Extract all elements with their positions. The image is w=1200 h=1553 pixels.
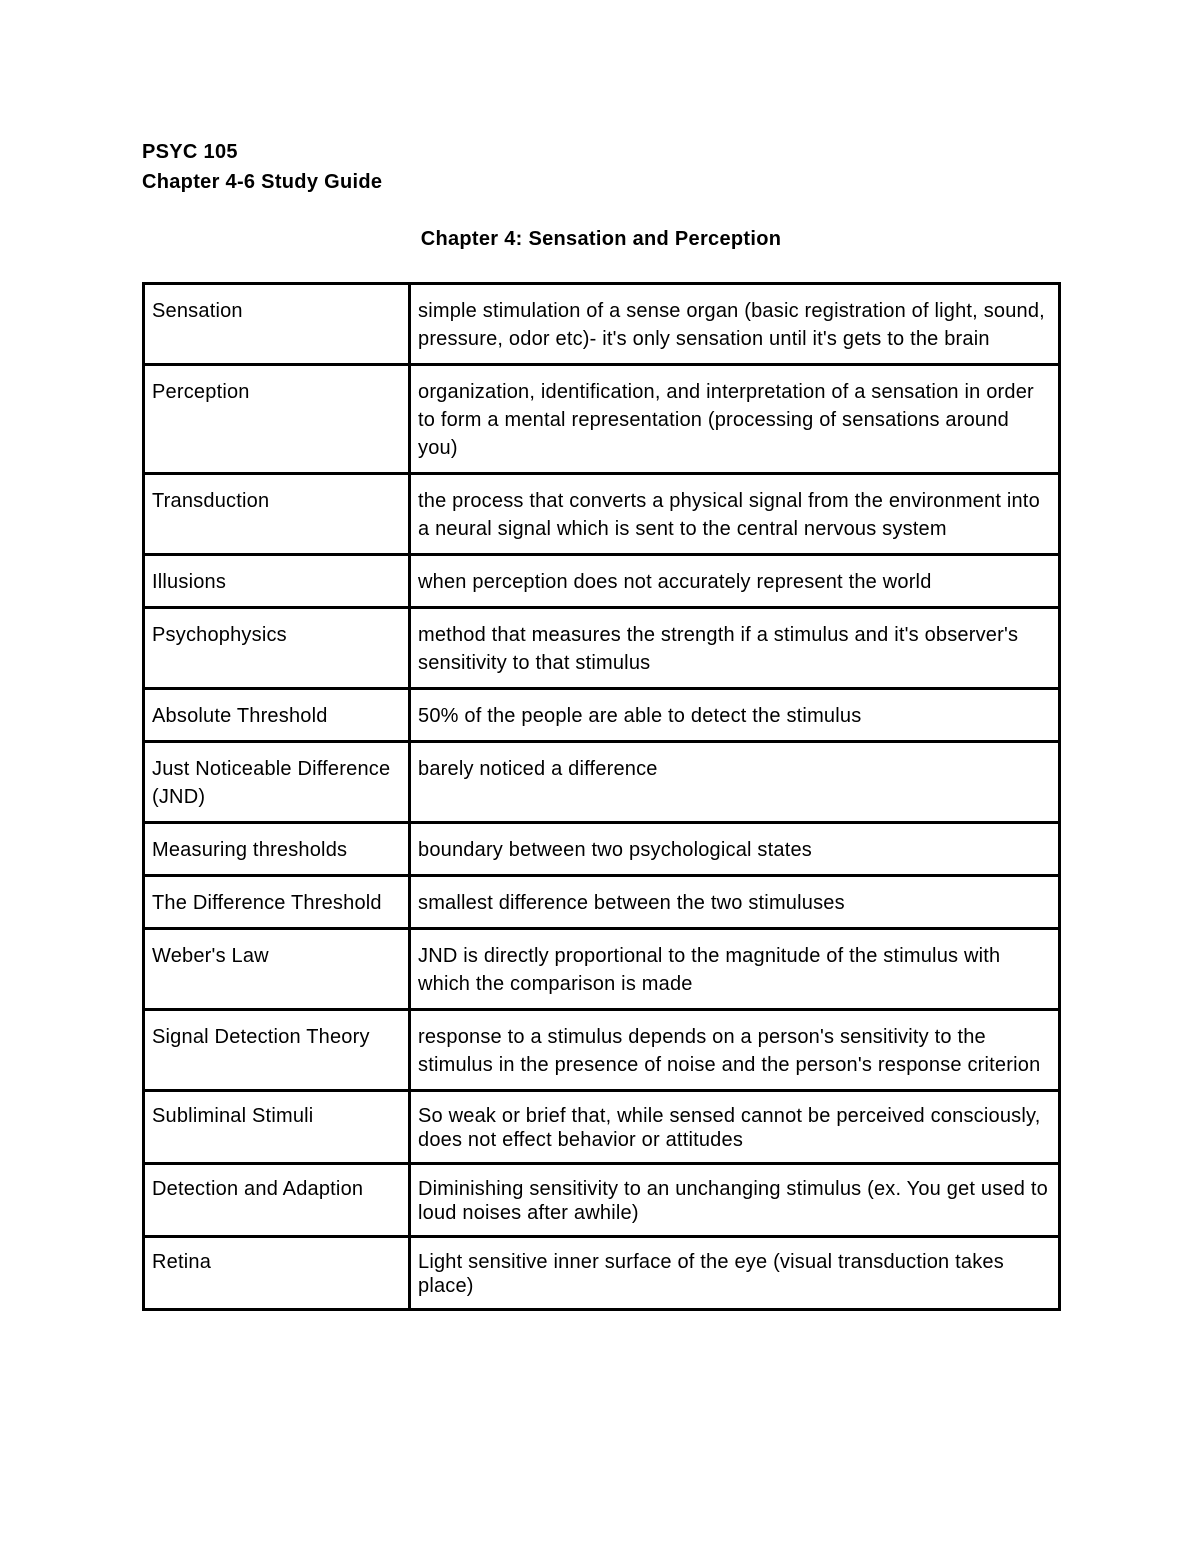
- glossary-table: [142, 282, 1061, 1311]
- definition-cell: boundary between two psychological states: [410, 823, 1060, 876]
- course-code: PSYC 105: [142, 141, 238, 163]
- table-row: [144, 1237, 1060, 1310]
- table-row: [144, 1010, 1060, 1091]
- definition-cell: the process that converts a physical signal from the environment into a neural signal which is sent to the central nervous system: [410, 474, 1060, 555]
- term-cell: Retina: [144, 1237, 410, 1310]
- term-cell: The Difference Threshold: [144, 876, 410, 929]
- table-row: [144, 284, 1060, 365]
- definition-cell: method that measures the strength if a stimulus and it's observer's sensitivity to that stimulus: [410, 608, 1060, 689]
- term-cell: Illusions: [144, 555, 410, 608]
- term-cell: Subliminal Stimuli: [144, 1091, 410, 1164]
- guide-title: Chapter 4-6 Study Guide: [142, 171, 383, 193]
- definition-cell: Diminishing sensitivity to an unchanging stimulus (ex. You get used to loud noises after awhile): [410, 1164, 1060, 1237]
- term-cell: Weber's Law: [144, 929, 410, 1010]
- term-cell: Psychophysics: [144, 608, 410, 689]
- table-row: [144, 1091, 1060, 1164]
- definition-cell: JND is directly proportional to the magnitude of the stimulus with which the comparison is made: [410, 929, 1060, 1010]
- definition-cell: response to a stimulus depends on a person's sensitivity to the stimulus in the presence of noise and the person's response criterion: [410, 1010, 1060, 1091]
- chapter-heading: Chapter 4: Sensation and Perception: [420, 228, 782, 250]
- table-row: [144, 929, 1060, 1010]
- definition-cell: smallest difference between the two stimuluses: [410, 876, 1060, 929]
- definition-cell: simple stimulation of a sense organ (basic registration of light, sound, pressure, odor etc)- it's only sensation until it's gets to the brain: [410, 284, 1060, 365]
- term-cell: Transduction: [144, 474, 410, 555]
- term-cell: Just Noticeable Difference (JND): [144, 742, 410, 823]
- table-row: [144, 365, 1060, 474]
- term-cell: Measuring thresholds: [144, 823, 410, 876]
- term-cell: Signal Detection Theory: [144, 1010, 410, 1091]
- table-row: [144, 823, 1060, 876]
- definition-cell: Light sensitive inner surface of the eye (visual transduction takes place): [410, 1237, 1060, 1310]
- term-cell: Perception: [144, 365, 410, 474]
- definition-cell: 50% of the people are able to detect the stimulus: [410, 689, 1060, 742]
- table-row: [144, 689, 1060, 742]
- definition-cell: when perception does not accurately represent the world: [410, 555, 1060, 608]
- term-cell: Detection and Adaption: [144, 1164, 410, 1237]
- table-row: [144, 608, 1060, 689]
- table-row: [144, 742, 1060, 823]
- definition-cell: organization, identification, and interpretation of a sensation in order to form a mental representation (processing of sensations around you): [410, 365, 1060, 474]
- table-row: [144, 474, 1060, 555]
- table-row: [144, 1164, 1060, 1237]
- term-cell: Sensation: [144, 284, 410, 365]
- table-row: [144, 555, 1060, 608]
- definition-cell: So weak or brief that, while sensed cannot be perceived consciously, does not effect behavior or attitudes: [410, 1091, 1060, 1164]
- term-cell: Absolute Threshold: [144, 689, 410, 742]
- definition-cell: barely noticed a difference: [410, 742, 1060, 823]
- table-row: [144, 876, 1060, 929]
